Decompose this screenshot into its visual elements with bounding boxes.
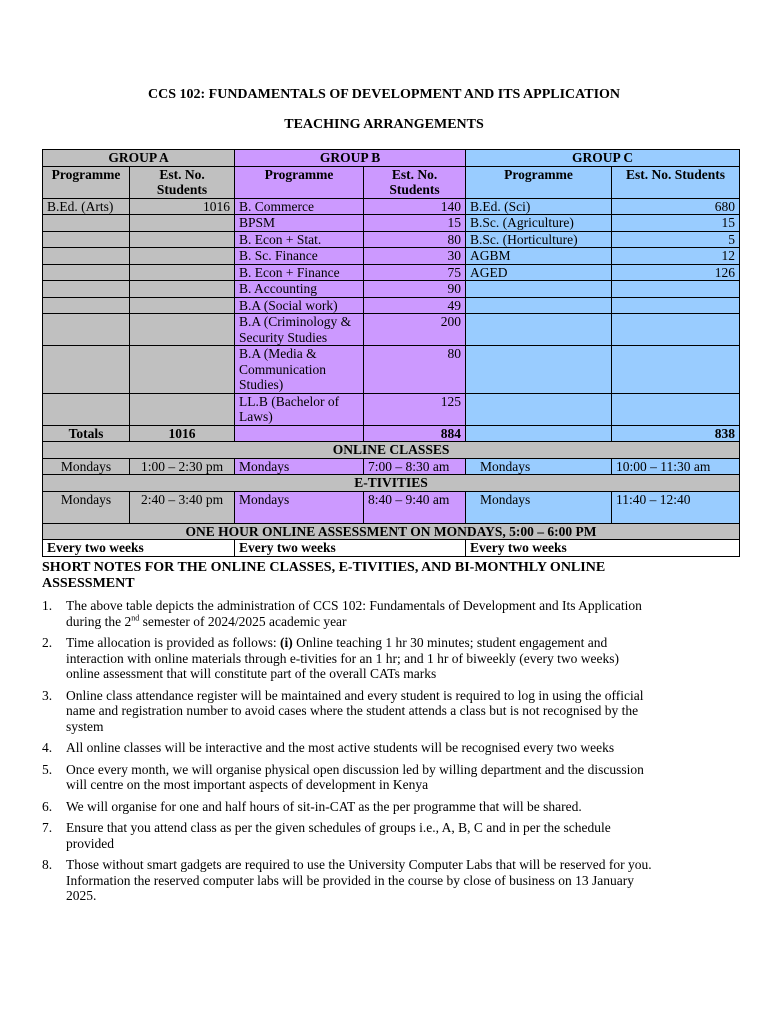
totals-label: Totals (43, 425, 130, 442)
students-a (130, 231, 235, 248)
assessment-row (43, 540, 740, 557)
col-programme-c: Programme (466, 166, 612, 198)
programme-b: B. Accounting (235, 281, 364, 298)
note-superscript: nd (131, 613, 140, 622)
assessment-freq-b: Every two weeks (235, 540, 466, 557)
students-b: 30 (364, 248, 466, 265)
assessment-freq-c: Every two weeks (466, 540, 740, 557)
col-programme-a: Programme (43, 166, 130, 198)
group-header-row (43, 150, 740, 167)
programme-b: B.A (Social work) (235, 297, 364, 314)
note-text: We will organise for one and half hours of sit-in-CAT as the per programme that will be shared. (66, 798, 582, 814)
students-a: 1016 (130, 198, 235, 215)
assessment-header-row (43, 523, 740, 540)
students-b: 80 (364, 231, 466, 248)
students-b: 75 (364, 264, 466, 281)
assessment-freq-a: Every two weeks (43, 540, 235, 557)
students-a (130, 215, 235, 232)
students-c (612, 346, 740, 394)
programme-a (43, 215, 130, 232)
table-row (43, 297, 740, 314)
etivities-time-b: 8:40 – 9:40 am (364, 491, 466, 523)
online-time-a: 1:00 – 2:30 pm (130, 458, 235, 475)
programme-a (43, 248, 130, 265)
totals-blank-c (466, 425, 612, 442)
programme-a (43, 346, 130, 394)
programme-c (466, 346, 612, 394)
notes-heading: SHORT NOTES FOR THE ONLINE CLASSES, E-TIVITIES, AND BI-MONTHLY ONLINE ASSESSMENT (42, 560, 606, 591)
programme-c: B.Ed. (Sci) (466, 198, 612, 215)
online-classes-header-row (43, 442, 740, 459)
etivities-day-a: Mondays (43, 491, 130, 523)
group-c-header: GROUP C (466, 150, 740, 167)
note-item: 5. Once every month, we will organise physical open discussion led by willing department and the discussion will centre on the most important aspects of development in Kenya (42, 761, 644, 792)
programme-a: B.Ed. (Arts) (43, 198, 130, 215)
students-a (130, 346, 235, 394)
col-students-c: Est. No. Students (612, 166, 740, 198)
students-b: 140 (364, 198, 466, 215)
programme-c (466, 297, 612, 314)
table-row (43, 264, 740, 281)
teaching-arrangements-table (42, 149, 740, 557)
total-group-b: 884 (364, 425, 466, 442)
programme-b: B.A (Media & Communication Studies) (235, 346, 364, 394)
students-c: 15 (612, 215, 740, 232)
note-item: 8. Those without smart gadgets are required to use the University Computer Labs that will be reserved for you. Information the reserved computer labs will be provided in the course by close of business on 13 January 2025. (42, 857, 652, 903)
document-subtitle: TEACHING ARRANGEMENTS (284, 117, 484, 132)
note-text: All online classes will be interactive and the most active students will be recognised every two weeks (66, 740, 615, 755)
programme-c (466, 393, 612, 425)
notes-list (42, 598, 652, 910)
etivities-time-c: 11:40 – 12:40 (612, 491, 740, 523)
students-a (130, 314, 235, 346)
students-a (130, 281, 235, 298)
students-b: 125 (364, 393, 466, 425)
group-b-header: GROUP B (235, 150, 466, 167)
students-c: 126 (612, 264, 740, 281)
note-text: The above table depicts the administration of CCS 102: Fundamentals of Development and Its Application during the 2 (66, 598, 642, 629)
table-row (43, 231, 740, 248)
etivities-header-row (43, 475, 740, 492)
note-item: 2. Time allocation is provided as follows: (i) Online teaching 1 hr 30 minutes; student engagement and interaction with online materials through e-tivities for an 1 hr; and 1 hr of biweekly (every two weeks) online assessment that will constitute part of the overall CATs marks (42, 635, 619, 681)
group-a-header: GROUP A (43, 150, 235, 167)
programme-b: B. Econ + Stat. (235, 231, 364, 248)
table-row (43, 248, 740, 265)
students-b: 80 (364, 346, 466, 394)
students-b: 200 (364, 314, 466, 346)
col-programme-b: Programme (235, 166, 364, 198)
online-classes-label: ONLINE CLASSES (43, 442, 740, 459)
programme-c (466, 281, 612, 298)
note-item: 4. All online classes will be interactive and the most active students will be recognised every two weeks (42, 740, 615, 755)
programme-a (43, 264, 130, 281)
programme-a (43, 231, 130, 248)
online-day-c: Mondays (466, 458, 612, 475)
students-c (612, 393, 740, 425)
students-c: 680 (612, 198, 740, 215)
programme-c: B.Sc. (Agriculture) (466, 215, 612, 232)
etivities-label: E-TIVITIES (43, 475, 740, 492)
students-b: 15 (364, 215, 466, 232)
col-students-a: Est. No. Students (130, 166, 235, 198)
programme-b: BPSM (235, 215, 364, 232)
total-group-c: 838 (612, 425, 740, 442)
students-a (130, 297, 235, 314)
totals-row (43, 425, 740, 442)
table-row (43, 314, 740, 346)
programme-b: B. Econ + Finance (235, 264, 364, 281)
programme-c (466, 314, 612, 346)
programme-c: AGBM (466, 248, 612, 265)
etivities-time-a: 2:40 – 3:40 pm (130, 491, 235, 523)
programme-a (43, 314, 130, 346)
online-day-a: Mondays (43, 458, 130, 475)
programme-a (43, 281, 130, 298)
col-students-b: Est. No. Students (364, 166, 466, 198)
programme-b: B.A (Criminology & Security Studies (235, 314, 364, 346)
students-c (612, 314, 740, 346)
table-row (43, 281, 740, 298)
students-b: 90 (364, 281, 466, 298)
programme-a (43, 297, 130, 314)
note-item: 6. We will organise for one and half hours of sit-in-CAT as the per programme that will be shared. (42, 798, 582, 814)
online-day-b: Mondays (235, 458, 364, 475)
students-b: 49 (364, 297, 466, 314)
programme-c: B.Sc. (Horticulture) (466, 231, 612, 248)
note-text: Online teaching 1 hr 30 minutes; student engagement and interaction with online materials through e-tivities for an 1 hr; and 1 hr of biweekly (every two weeks) online assessment that will constitute part of the overall CATs marks (66, 635, 619, 681)
table-row (43, 215, 740, 232)
note-item: 3. Online class attendance register will be maintained and every student is required to log in using the official name and registration number to avoid cases where the student attends a class but is not recognised by the system (42, 687, 644, 734)
etivities-day-c: Mondays (466, 491, 612, 523)
etivities-day-b: Mondays (235, 491, 364, 523)
note-text: Ensure that you attend class as per the given schedules of groups i.e., A, B, C and in per the schedule provided (66, 820, 611, 851)
note-bold: (i) (279, 635, 293, 650)
students-a (130, 393, 235, 425)
online-classes-row (43, 458, 740, 475)
totals-blank-b (235, 425, 364, 442)
programme-a (43, 393, 130, 425)
students-c: 12 (612, 248, 740, 265)
students-a (130, 264, 235, 281)
column-header-row (43, 166, 740, 198)
programme-c: AGED (466, 264, 612, 281)
note-text: semester of 2024/2025 academic year (139, 613, 347, 629)
total-group-a: 1016 (130, 425, 235, 442)
note-text: Online class attendance register will be maintained and every student is required to log in using the official name and registration number to avoid cases where the student attends a class but is not recognised by the system (66, 687, 644, 734)
programme-b: B. Commerce (235, 198, 364, 215)
note-item: 1. The above table depicts the administration of CCS 102: Fundamentals of Development and Its Application during the 2nd semester of 2024/2025 academic year (42, 598, 642, 629)
assessment-label: ONE HOUR ONLINE ASSESSMENT ON MONDAYS, 5:00 – 6:00 PM (43, 523, 740, 540)
table-row (43, 198, 740, 215)
students-c (612, 297, 740, 314)
online-time-c: 10:00 – 11:30 am (612, 458, 740, 475)
students-c: 5 (612, 231, 740, 248)
table-row (43, 393, 740, 425)
programme-b: B. Sc. Finance (235, 248, 364, 265)
note-text: Once every month, we will organise physical open discussion led by willing department and the discussion will centre on the most important aspects of development in Kenya (66, 761, 644, 792)
note-text: Time allocation is provided as follows: (66, 635, 280, 650)
students-a (130, 248, 235, 265)
students-c (612, 281, 740, 298)
table-row (43, 346, 740, 394)
etivities-row (43, 491, 740, 523)
programme-b: LL.B (Bachelor of Laws) (235, 393, 364, 425)
document-title: CCS 102: FUNDAMENTALS OF DEVELOPMENT AND ITS APPLICATION (147, 87, 621, 102)
note-item: 7. Ensure that you attend class as per the given schedules of groups i.e., A, B, C and in per the schedule provided (42, 820, 611, 851)
online-time-b: 7:00 – 8:30 am (364, 458, 466, 475)
note-text: Those without smart gadgets are required to use the University Computer Labs that will be reserved for you. Information the reserved computer labs will be provided in the course by close of business on 13 January 2025. (66, 857, 652, 903)
